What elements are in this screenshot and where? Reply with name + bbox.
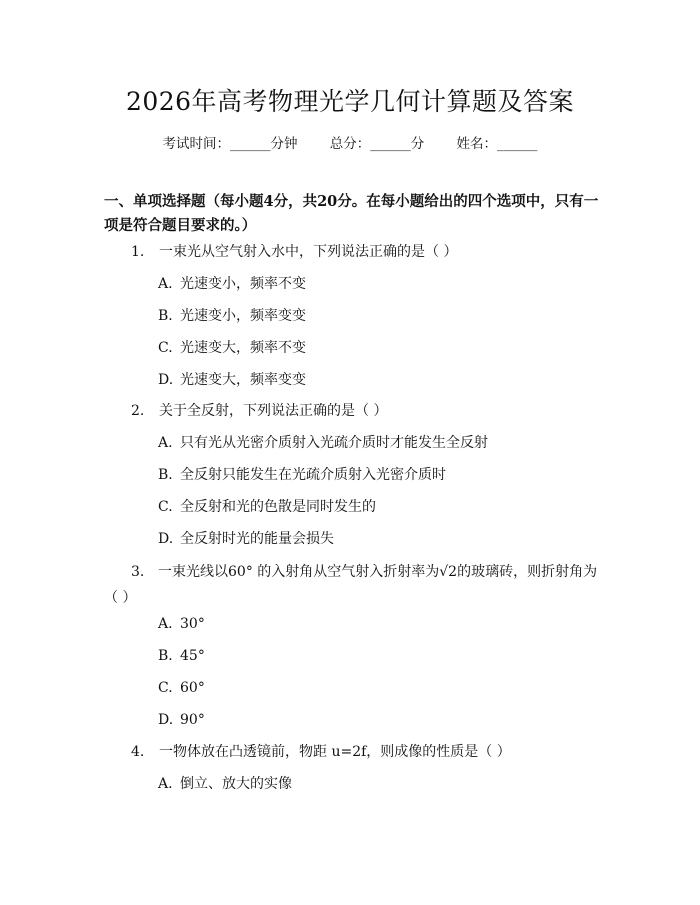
- option-text: 光速变小，频率变变: [180, 308, 306, 324]
- question-3-option-a: [158, 612, 598, 636]
- option-letter: B.: [158, 467, 173, 483]
- option-letter: C.: [158, 340, 173, 356]
- question-number: 4.: [131, 744, 145, 760]
- question-4: [131, 739, 601, 765]
- question-2-option-b: [158, 463, 598, 487]
- section-heading: 一、单项选择题（每小题4分，共20分。在每小题给出的四个选项中，只有一项是符合题目要求的。）: [104, 193, 599, 234]
- question-text: 一束光从空气射入水中，下列说法正确的是（ ）: [159, 244, 458, 260]
- option-text: 45°: [180, 648, 205, 664]
- option-text: 只有光从光密介质射入光疏介质时才能发生全反射: [180, 435, 488, 451]
- question-1-option-a: [158, 272, 598, 296]
- question-3-option-c: [158, 676, 598, 700]
- option-letter: C.: [158, 499, 173, 515]
- question-2-option-c: [158, 495, 598, 519]
- option-letter: A.: [158, 616, 173, 632]
- option-letter: C.: [158, 680, 173, 696]
- question-2-option-d: [158, 527, 598, 551]
- exam-time-field: 考试时间：______分钟: [162, 136, 298, 152]
- option-text: 90°: [180, 712, 205, 728]
- total-score-field: 总分：______分: [329, 136, 425, 152]
- option-text: 倒立、放大的实像: [180, 776, 292, 792]
- exam-meta-line: [0, 132, 700, 152]
- exam-title: 2026年高考物理光学几何计算题及答案: [125, 87, 575, 116]
- question-text: 一物体放在凸透镜前，物距 u=2f，则成像的性质是（ ）: [159, 744, 511, 760]
- option-letter: D.: [158, 531, 174, 547]
- option-letter: A.: [158, 435, 173, 451]
- question-2-option-a: [158, 431, 598, 455]
- option-letter: A.: [158, 276, 173, 292]
- question-1-option-d: [158, 368, 598, 392]
- option-letter: B.: [158, 648, 173, 664]
- student-name-field: 姓名：______: [456, 136, 538, 152]
- option-letter: B.: [158, 308, 173, 324]
- option-text: 光速变大，频率变变: [180, 372, 306, 388]
- question-number: 1.: [131, 244, 145, 260]
- question-text: 一束光线以60° 的入射角从空气射入折射率为√2的玻璃砖，则折射角为（ ）: [104, 564, 598, 606]
- option-letter: D.: [158, 372, 174, 388]
- option-text: 全反射和光的色散是同时发生的: [180, 499, 376, 515]
- question-3-option-b: [158, 644, 598, 668]
- option-text: 全反射时光的能量会损失: [180, 531, 334, 547]
- question-3: [104, 559, 604, 611]
- question-1-option-c: [158, 336, 598, 360]
- option-text: 全反射只能发生在光疏介质射入光密介质时: [180, 467, 446, 483]
- question-4-option-a: [158, 772, 598, 796]
- option-text: 60°: [180, 680, 205, 696]
- question-1: [131, 239, 601, 265]
- option-letter: D.: [158, 712, 174, 728]
- option-text: 光速变大，频率不变: [180, 340, 306, 356]
- question-number: 2.: [131, 403, 145, 419]
- question-text: 关于全反射，下列说法正确的是（ ）: [159, 403, 388, 419]
- question-number: 3.: [131, 564, 145, 580]
- option-text: 30°: [180, 616, 205, 632]
- question-2: [131, 398, 601, 424]
- option-text: 光速变小，频率不变: [180, 276, 306, 292]
- question-1-option-b: [158, 304, 598, 328]
- question-3-option-d: [158, 708, 598, 732]
- option-letter: A.: [158, 776, 173, 792]
